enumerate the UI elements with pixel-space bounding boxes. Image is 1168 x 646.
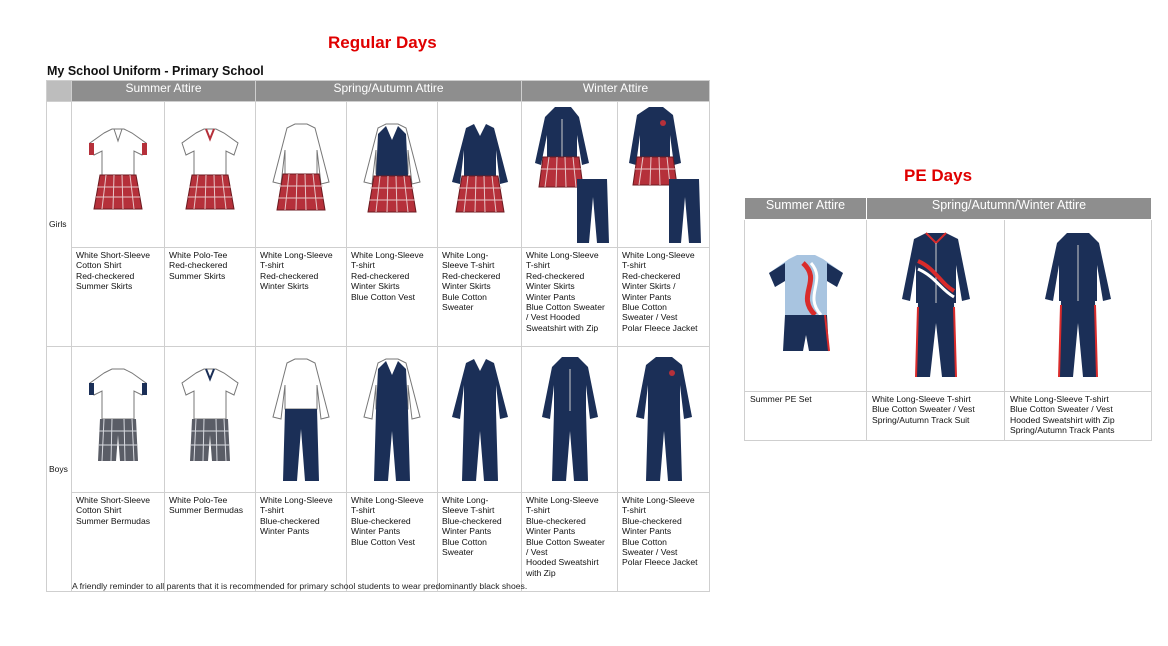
boys-item-1-text: White Short-Sleeve Cotton Shirt Summer Bermudas (72, 493, 165, 592)
boys-image-row (47, 347, 710, 493)
girls-vest-skirt-icon (354, 120, 430, 230)
row-label-boys: Boys (47, 347, 72, 592)
girls-item-1-text: White Short-Sleeve Cotton Shirt Red-checkered Summer Skirts (72, 248, 165, 347)
row-label-girls: Girls (47, 102, 72, 347)
boys-item-1-image (72, 347, 165, 493)
pe-item-2-image (867, 220, 1005, 392)
boys-sweater-pants-icon (444, 355, 516, 485)
boys-item-7-text: White Long-Sleeve T-shirt Blue-checkered Winter Pants Blue Cotton Sweater / Vest Polar Fleece Jacket (618, 493, 710, 592)
girls-item-6-text: White Long-Sleeve T-shirt Red-checkered Winter Skirts Winter Pants Blue Cotton Sweater / Vest Hooded Sweatshirt with Zip (522, 248, 618, 347)
pe-item-2-text: White Long-Sleeve T-shirt Blue Cotton Sweater / Vest Spring/Autumn Track Suit (867, 392, 1005, 441)
boys-longsleeve-pants-icon (263, 355, 339, 485)
pe-uniform-table (744, 197, 1151, 441)
pe-item-3-text: White Long-Sleeve T-shirt Blue Cotton Sweater / Vest Hooded Sweatshirt with Zip Spring/Autumn Track Pants (1005, 392, 1152, 441)
boys-polo-bermudas-icon (174, 365, 246, 475)
boys-item-3-text: White Long-Sleeve T-shirt Blue-checkered Winter Pants (256, 493, 347, 592)
girls-item-6-image (522, 102, 618, 248)
boys-fleece-pants-icon (628, 355, 700, 485)
header-winter-attire: Winter Attire (522, 81, 710, 102)
pe-item-3-image (1005, 220, 1152, 392)
boys-item-3-image (256, 347, 347, 493)
primary-uniform-table (46, 80, 709, 580)
shoe-reminder-note: A friendly reminder to all parents that it is recommended for primary school students to wear predominantly black shoes. (72, 581, 528, 591)
pe-text-row (745, 392, 1152, 441)
pe-item-1-image (745, 220, 867, 392)
girls-item-2-text: White Polo-Tee Red-checkered Summer Skirts (165, 248, 256, 347)
hooded-sweatshirt-track-pants-icon (1039, 231, 1117, 381)
pe-item-1-text: Summer PE Set (745, 392, 867, 441)
track-suit-icon (896, 231, 976, 381)
boys-item-7-image (618, 347, 710, 493)
girls-item-3-image (256, 102, 347, 248)
boys-vest-pants-icon (354, 355, 430, 485)
uniform-table-title: My School Uniform - Primary School (47, 64, 264, 78)
pe-header-row (745, 198, 1152, 220)
girls-item-4-text: White Long-Sleeve T-shirt Red-checkered Winter Skirts Blue Cotton Vest (347, 248, 438, 347)
header-summer-attire: Summer Attire (72, 81, 256, 102)
boys-summer-shirt-bermudas-icon (82, 365, 154, 475)
boys-item-2-text: White Polo-Tee Summer Bermudas (165, 493, 256, 592)
pe-days-heading: PE Days (904, 166, 973, 185)
boys-hoodie-pants-icon (534, 355, 606, 485)
girls-text-row (47, 248, 710, 347)
boys-item-5-image (438, 347, 522, 493)
girls-item-1-image (72, 102, 165, 248)
boys-item-4-image (347, 347, 438, 493)
pe-header-spring-autumn-winter-attire: Spring/Autumn/Winter Attire (867, 198, 1152, 220)
boys-item-2-image (165, 347, 256, 493)
girls-item-5-image (438, 102, 522, 248)
girls-hoodie-skirt-pants-icon (527, 105, 613, 245)
girls-summer-shirt-skirt-icon (82, 125, 154, 225)
girls-item-2-image (165, 102, 256, 248)
girls-item-3-text: White Long-Sleeve T-shirt Red-checkered Winter Skirts (256, 248, 347, 347)
header-spring-autumn-attire: Spring/Autumn Attire (256, 81, 522, 102)
girls-item-7-image (618, 102, 710, 248)
girls-image-row (47, 102, 710, 248)
girls-longsleeve-skirt-icon (263, 120, 339, 230)
pe-image-row (745, 220, 1152, 392)
girls-item-7-text: White Long-Sleeve T-shirt Red-checkered Winter Skirts / Winter Pants Blue Cotton Sweater / Vest Polar Fleece Jacket (618, 248, 710, 347)
pe-header-summer-attire: Summer Attire (745, 198, 867, 220)
boys-text-row (47, 493, 710, 592)
girls-item-4-image (347, 102, 438, 248)
summer-pe-set-icon (765, 251, 847, 361)
attire-header-row (47, 81, 710, 102)
girls-polo-skirt-icon (174, 125, 246, 225)
girls-sweater-skirt-icon (444, 120, 516, 230)
girls-fleece-skirt-pants-icon (623, 105, 705, 245)
boys-item-6-text: White Long-Sleeve T-shirt Blue-checkered Winter Pants Blue Cotton Sweater / Vest Hooded Sweatshirt with Zip (522, 493, 618, 592)
boys-item-5-text: White Long- Sleeve T-shirt Blue-checkered Winter Pants Blue Cotton Sweater (438, 493, 522, 592)
boys-item-4-text: White Long-Sleeve T-shirt Blue-checkered Winter Pants Blue Cotton Vest (347, 493, 438, 592)
boys-item-6-image (522, 347, 618, 493)
girls-item-5-text: White Long- Sleeve T-shirt Red-checkered Winter Skirts Bule Cotton Sweater (438, 248, 522, 347)
header-blank-cell (47, 81, 72, 102)
regular-days-heading: Regular Days (328, 33, 437, 52)
